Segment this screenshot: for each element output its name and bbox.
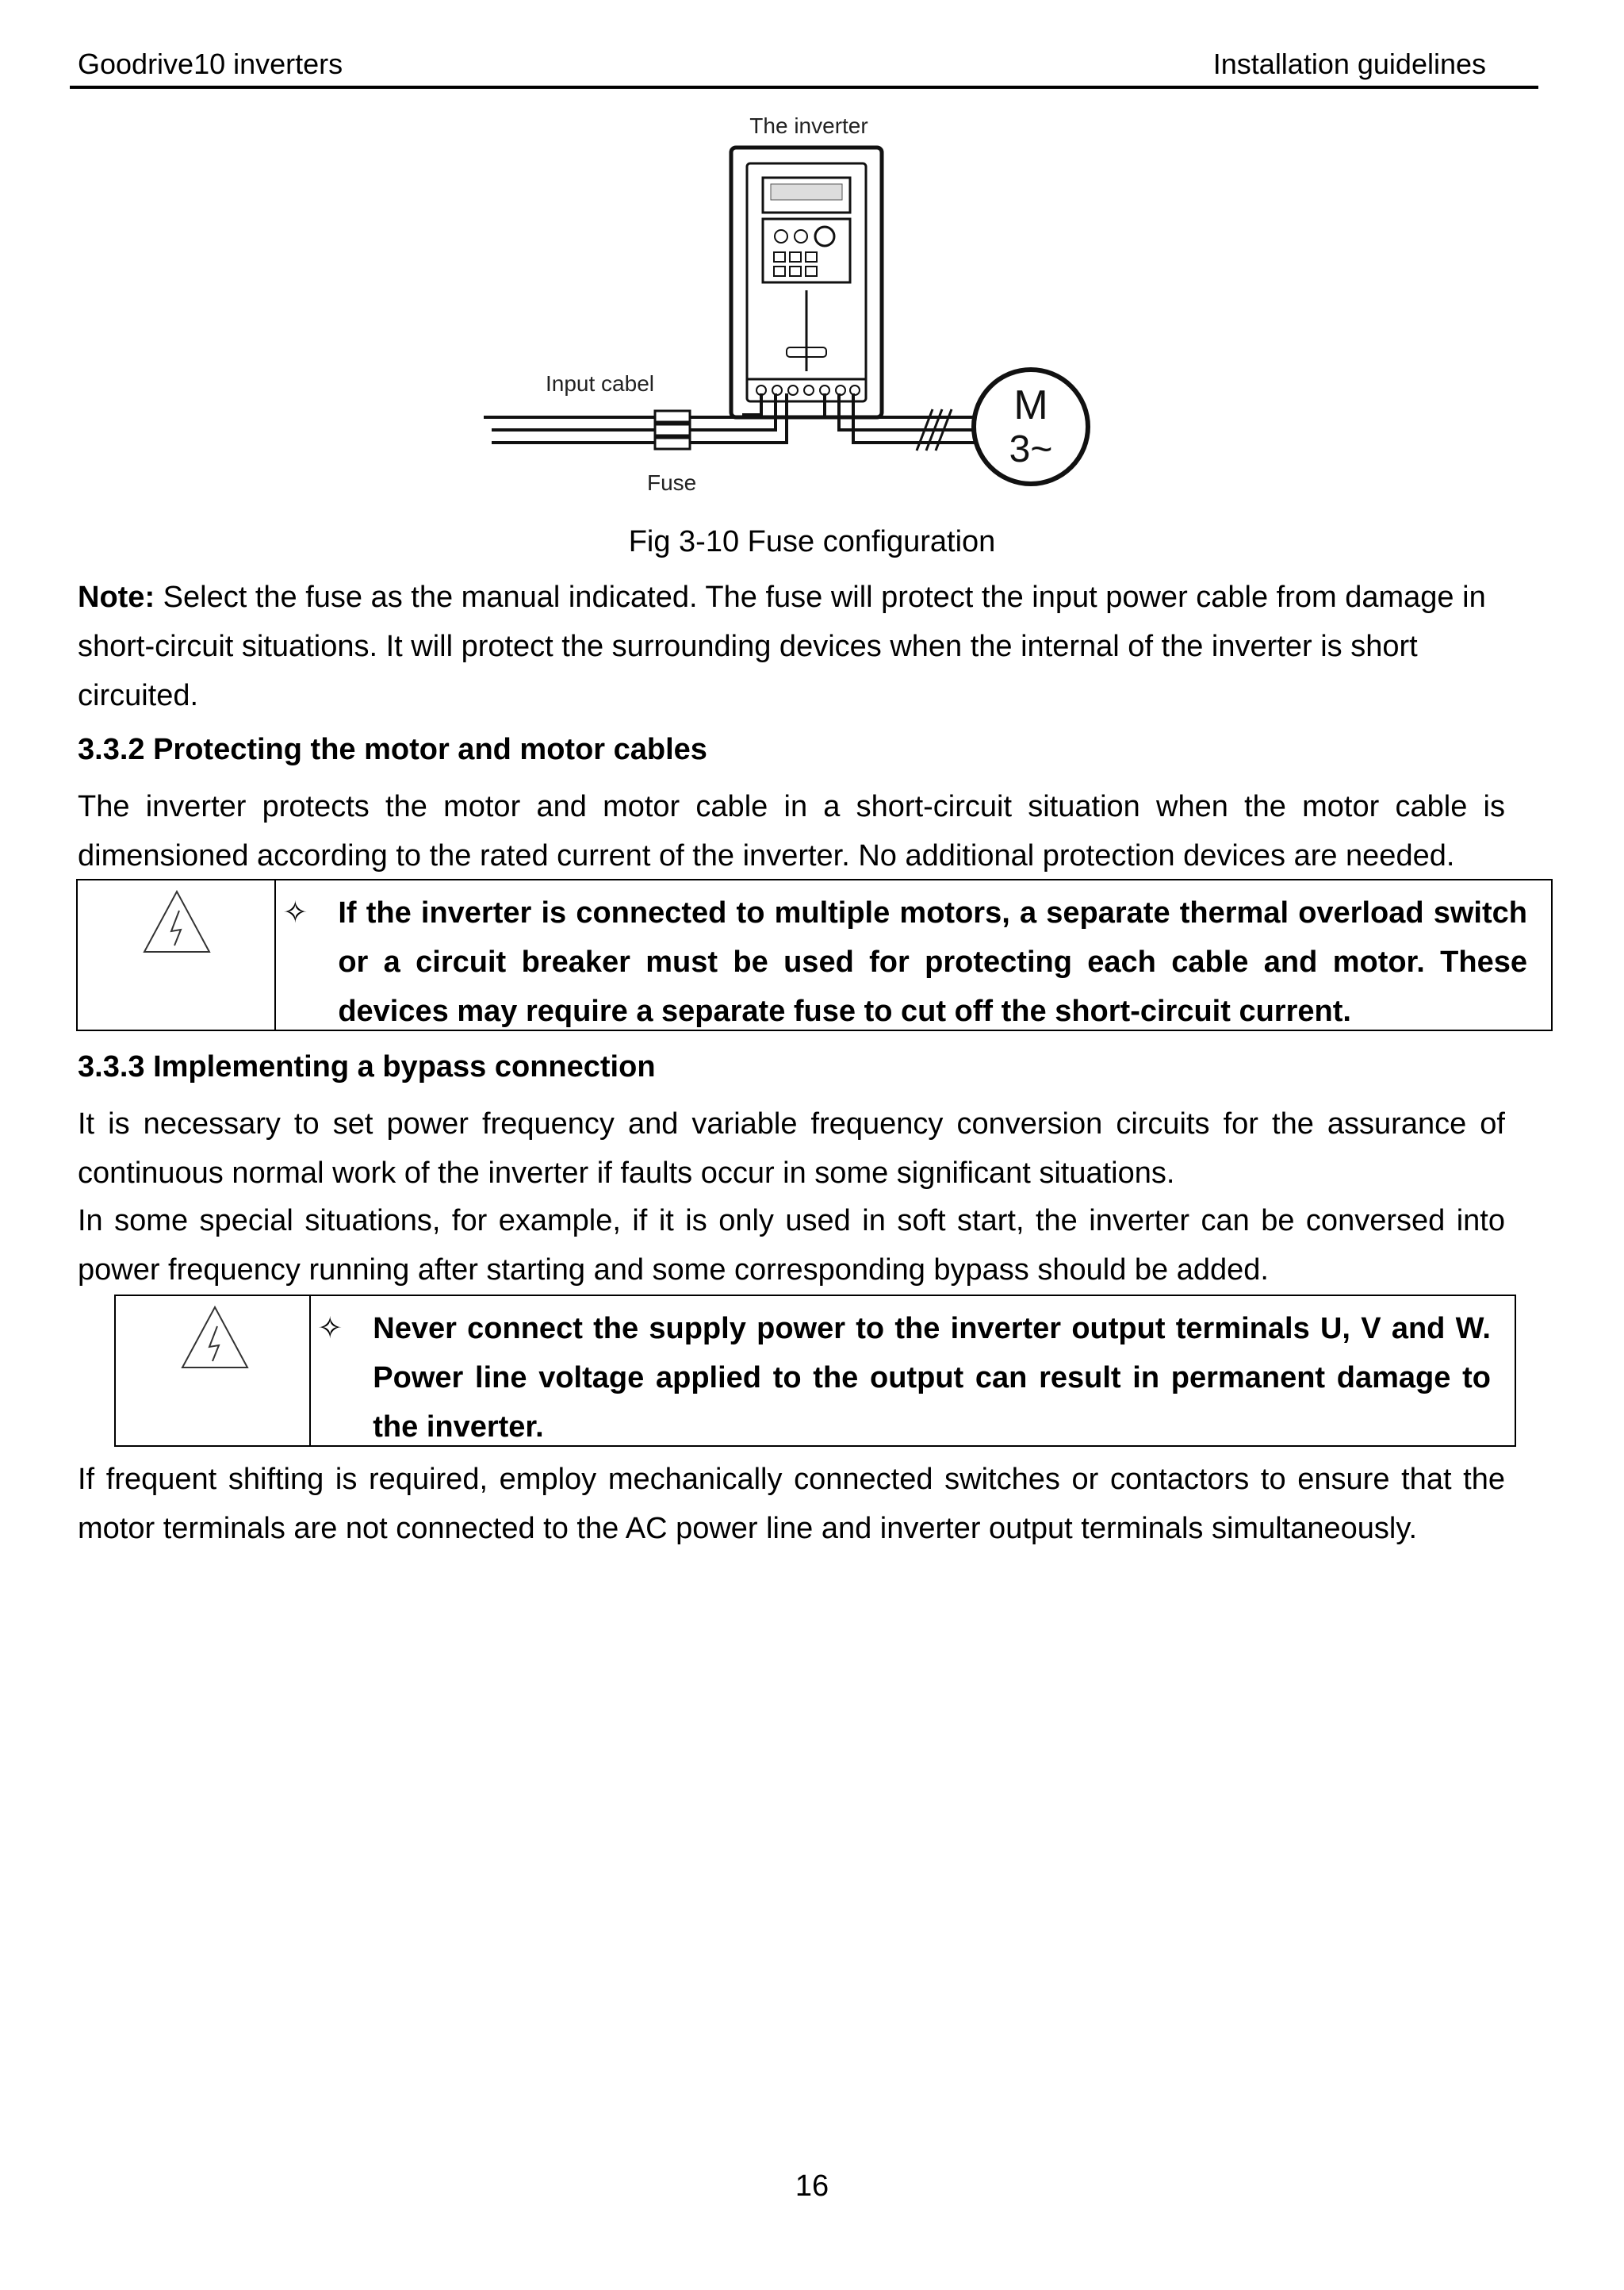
section-3-3-3-paragraph-3: If frequent shifting is required, employ mechanically connected switches or contactors to ensure that the motor terminals are not connected to the AC power line and inverter output terminals simultaneously.: [78, 1463, 1505, 1545]
display-screen: [771, 184, 842, 200]
note-text: Select the fuse as the manual indicated. The fuse will protect the input power cable from damage in short-circuit situations. It will protect the surrounding devices when the internal of the inverter is short circuited.: [78, 581, 1486, 712]
section-3-3-2-paragraph: The inverter protects the motor and motor cable in a short-circuit situation when the motor cable is dimensioned according to the rated current of the inverter. No additional protection devices are needed.: [78, 790, 1505, 873]
warning-box-multiple-motors: [76, 879, 1553, 1031]
fuse-diagram: [476, 109, 1142, 506]
fuse-label: Fuse: [647, 470, 697, 495]
section-heading-3-3-3: 3.3.3 Implementing a bypass connection: [78, 1050, 656, 1084]
input-cable-label: Input cabel: [546, 371, 654, 396]
fuse-configuration-figure: [476, 109, 1142, 506]
warning-icon-cell: [78, 880, 276, 1030]
figure-caption: Fig 3-10 Fuse configuration: [628, 525, 996, 558]
header-section: Installation guidelines: [1212, 48, 1486, 80]
header-title: Goodrive10 inverters: [78, 48, 343, 80]
inverter-label: The inverter: [749, 113, 868, 138]
section-heading-3-3-2: 3.3.2 Protecting the motor and motor cables: [78, 733, 707, 766]
warning-text: Never connect the supply power to the inverter output terminals U, V and W. Power line voltage applied to the output can result in permanent damage to the inverter.: [373, 1312, 1491, 1444]
warning-text-cell: [311, 1296, 1515, 1445]
electric-hazard-icon: [141, 888, 213, 955]
motor-label-m: M: [1013, 382, 1048, 428]
section-3-3-3-paragraph-2: In some special situations, for example, if it is only used in soft start, the inverter can be conversed into power frequency running after starting and some corresponding bypass should be added.: [78, 1204, 1505, 1287]
warning-box-output-terminals: [114, 1295, 1516, 1447]
fuse-icons: [655, 411, 690, 449]
section-3-3-3-paragraph-1: It is necessary to set power frequency and variable frequency conversion circuits for the assurance of continuous normal work of the inverter if faults occur in some significant situations.: [78, 1107, 1505, 1190]
electric-hazard-icon: [179, 1304, 251, 1371]
warning-icon-cell: [116, 1296, 311, 1445]
bullet-icon: ✧: [282, 896, 308, 930]
motor-label-phase: 3~: [1009, 428, 1053, 470]
warning-text: If the inverter is connected to multiple motors, a separate thermal overload switch or a circuit breaker must be used for protecting each cable and motor. These devices may require a separate fuse to cut off the short-circuit current.: [338, 896, 1527, 1028]
warning-text-cell: [276, 880, 1551, 1030]
note-label: Note:: [78, 581, 155, 614]
note-paragraph: [78, 573, 1505, 720]
page-header: [70, 46, 1538, 89]
page-number: 16: [795, 2169, 829, 2203]
bullet-icon: ✧: [317, 1312, 343, 1345]
